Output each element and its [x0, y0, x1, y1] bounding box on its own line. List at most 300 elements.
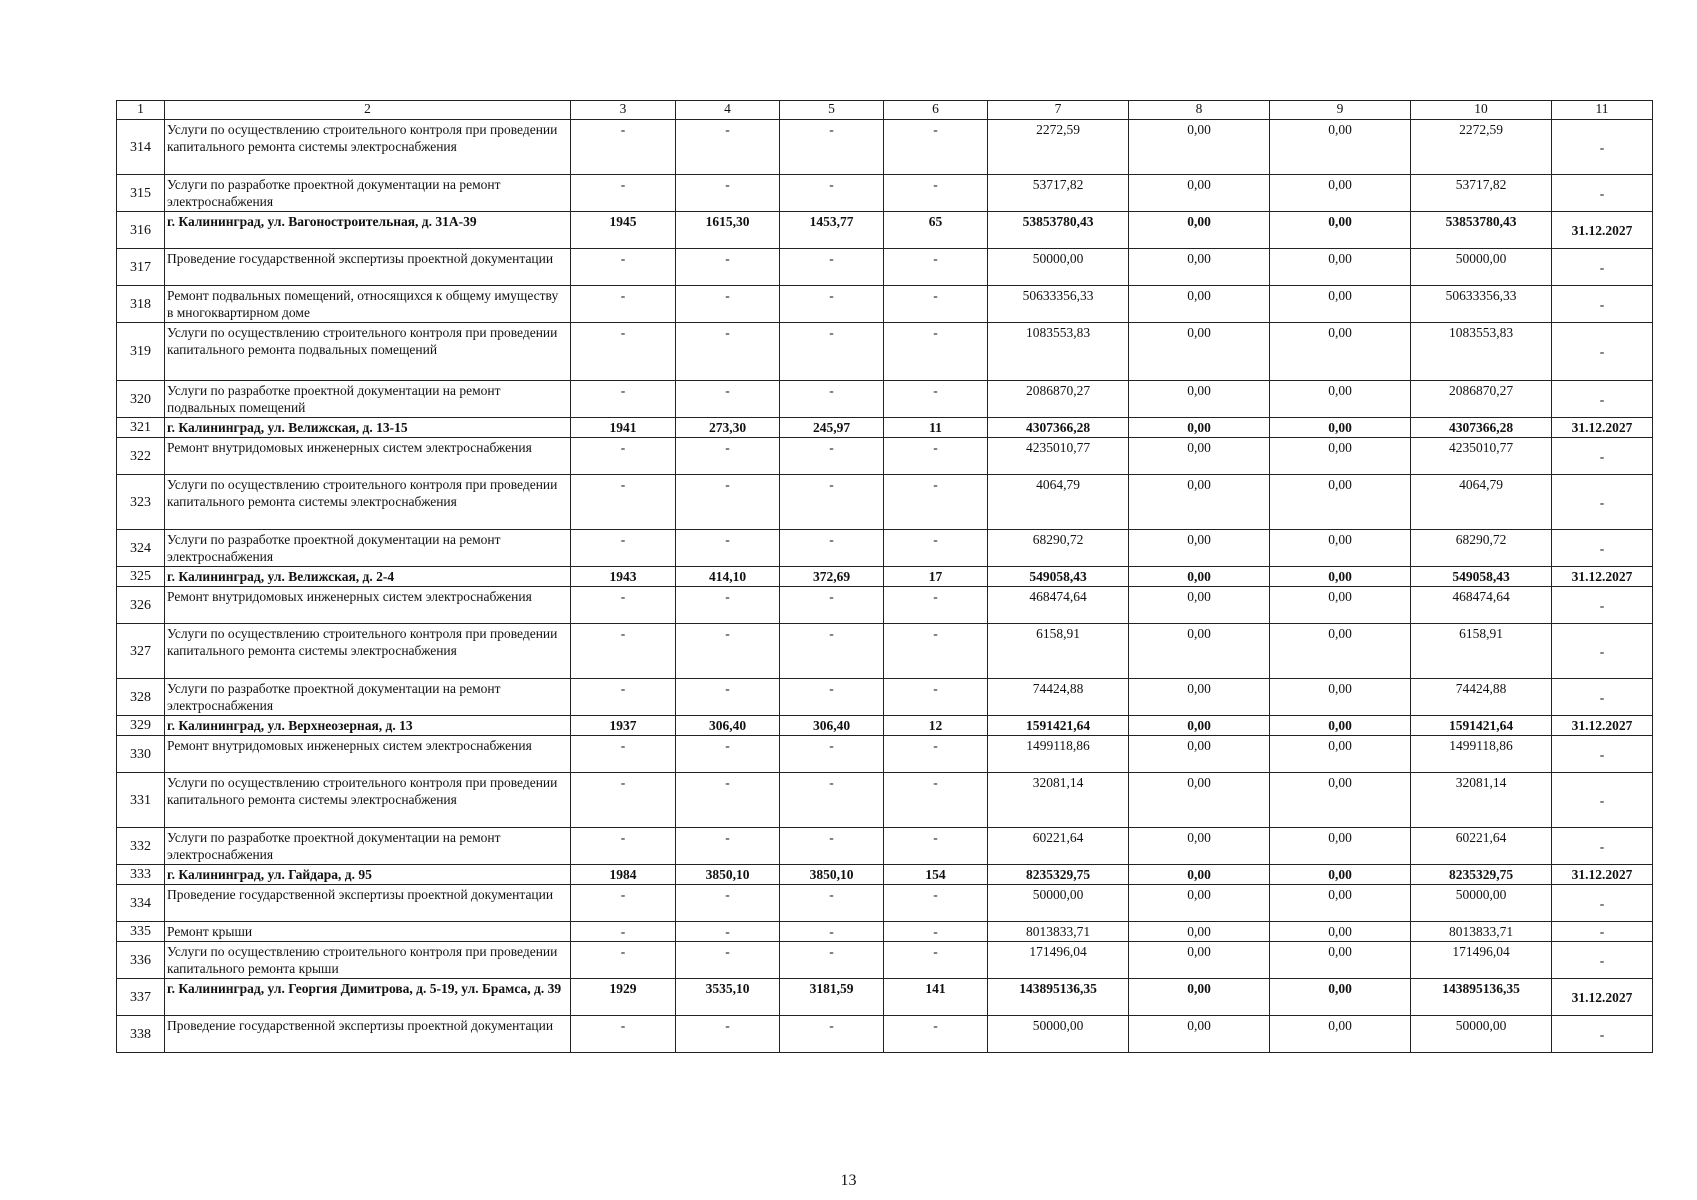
cell-c7: 1591421,64: [988, 716, 1129, 736]
cell-c9: 0,00: [1270, 212, 1411, 249]
cell-c3: 1984: [571, 865, 676, 885]
cell-c10: 4235010,77: [1411, 438, 1552, 475]
cell-c11: -: [1552, 773, 1653, 828]
cell-c10: 50633356,33: [1411, 286, 1552, 323]
row-number: 331: [117, 773, 165, 828]
cell-c4: -: [676, 736, 780, 773]
cell-c5: -: [780, 624, 884, 679]
cell-c8: 0,00: [1129, 212, 1270, 249]
row-number: 330: [117, 736, 165, 773]
cell-c8: 0,00: [1129, 567, 1270, 587]
row-number: 320: [117, 381, 165, 418]
table-row: [117, 212, 1653, 249]
cell-c3: -: [571, 828, 676, 865]
cell-c7: 468474,64: [988, 587, 1129, 624]
cell-c4: -: [676, 249, 780, 286]
row-name: Ремонт внутридомовых инженерных систем электроснабжения: [165, 587, 571, 624]
cell-c10: 53717,82: [1411, 175, 1552, 212]
cell-c3: -: [571, 249, 676, 286]
cell-c9: 0,00: [1270, 736, 1411, 773]
row-name: Услуги по осуществлению строительного контроля при проведении капитального ремонта системы электроснабжения: [165, 624, 571, 679]
cell-c11: -: [1552, 381, 1653, 418]
row-number: 333: [117, 865, 165, 885]
row-name: г. Калининград, ул. Вагоностроительная, д. 31А-39: [165, 212, 571, 249]
row-number: 328: [117, 679, 165, 716]
cell-c3: -: [571, 438, 676, 475]
row-number: 319: [117, 323, 165, 381]
row-name: Услуги по разработке проектной документации на ремонт электроснабжения: [165, 530, 571, 567]
row-name: Ремонт внутридомовых инженерных систем электроснабжения: [165, 736, 571, 773]
cell-c11: -: [1552, 438, 1653, 475]
header-cell: 6: [884, 101, 988, 120]
cell-c11: -: [1552, 323, 1653, 381]
cell-c11: 31.12.2027: [1552, 716, 1653, 736]
cell-c5: -: [780, 885, 884, 922]
cell-c5: -: [780, 120, 884, 175]
cell-c7: 50633356,33: [988, 286, 1129, 323]
cell-c9: 0,00: [1270, 418, 1411, 438]
cell-c7: 4307366,28: [988, 418, 1129, 438]
cell-c11: -: [1552, 530, 1653, 567]
cell-c8: 0,00: [1129, 922, 1270, 942]
cell-c11: -: [1552, 679, 1653, 716]
cell-c9: 0,00: [1270, 865, 1411, 885]
cell-c11: -: [1552, 120, 1653, 175]
cell-c6: -: [884, 922, 988, 942]
table-row: [117, 828, 1653, 865]
header-cell: 2: [165, 101, 571, 120]
cell-c7: 6158,91: [988, 624, 1129, 679]
cell-c10: 4064,79: [1411, 475, 1552, 530]
cell-c3: -: [571, 1016, 676, 1053]
cell-c9: 0,00: [1270, 773, 1411, 828]
row-name: Ремонт подвальных помещений, относящихся к общему имуществу в многоквартирном доме: [165, 286, 571, 323]
cell-c5: 372,69: [780, 567, 884, 587]
cell-c9: 0,00: [1270, 922, 1411, 942]
cell-c7: 143895136,35: [988, 979, 1129, 1016]
row-name: Услуги по разработке проектной документации на ремонт подвальных помещений: [165, 381, 571, 418]
table-row: [117, 865, 1653, 885]
header-cell: 5: [780, 101, 884, 120]
cell-c9: 0,00: [1270, 624, 1411, 679]
cell-c5: -: [780, 679, 884, 716]
cell-c6: -: [884, 120, 988, 175]
cell-c10: 468474,64: [1411, 587, 1552, 624]
page-number: 13: [840, 1172, 857, 1189]
cell-c7: 50000,00: [988, 1016, 1129, 1053]
cell-c6: -: [884, 1016, 988, 1053]
table-row: [117, 773, 1653, 828]
table-row: [117, 736, 1653, 773]
cell-c6: 17: [884, 567, 988, 587]
cell-c3: -: [571, 175, 676, 212]
header-cell: 1: [117, 101, 165, 120]
cell-c8: 0,00: [1129, 475, 1270, 530]
row-number: 317: [117, 249, 165, 286]
cell-c3: -: [571, 773, 676, 828]
cell-c11: 31.12.2027: [1552, 418, 1653, 438]
cell-c9: 0,00: [1270, 828, 1411, 865]
cell-c6: -: [884, 624, 988, 679]
cell-c3: 1929: [571, 979, 676, 1016]
cell-c8: 0,00: [1129, 587, 1270, 624]
table-row: [117, 381, 1653, 418]
cell-c6: 12: [884, 716, 988, 736]
cell-c9: 0,00: [1270, 438, 1411, 475]
cell-c9: 0,00: [1270, 979, 1411, 1016]
cell-c5: -: [780, 438, 884, 475]
cell-c5: -: [780, 475, 884, 530]
cell-c8: 0,00: [1129, 679, 1270, 716]
cell-c3: -: [571, 679, 676, 716]
cell-c6: -: [884, 942, 988, 979]
row-name: Услуги по разработке проектной документации на ремонт электроснабжения: [165, 679, 571, 716]
cell-c7: 50000,00: [988, 249, 1129, 286]
cell-c9: 0,00: [1270, 120, 1411, 175]
cell-c3: -: [571, 530, 676, 567]
row-name: Проведение государственной экспертизы проектной документации: [165, 1016, 571, 1053]
row-number: 329: [117, 716, 165, 736]
cell-c9: 0,00: [1270, 175, 1411, 212]
cell-c9: 0,00: [1270, 530, 1411, 567]
row-name: Услуги по осуществлению строительного контроля при проведении капитального ремонта крыши: [165, 942, 571, 979]
cell-c6: -: [884, 885, 988, 922]
cell-c8: 0,00: [1129, 865, 1270, 885]
cell-c9: 0,00: [1270, 381, 1411, 418]
header-cell: 11: [1552, 101, 1653, 120]
cell-c4: -: [676, 175, 780, 212]
cell-c4: 1615,30: [676, 212, 780, 249]
table-row: [117, 530, 1653, 567]
cell-c8: 0,00: [1129, 530, 1270, 567]
header-cell: 3: [571, 101, 676, 120]
cell-c7: 32081,14: [988, 773, 1129, 828]
cell-c5: 306,40: [780, 716, 884, 736]
cell-c10: 50000,00: [1411, 249, 1552, 286]
cell-c10: 4307366,28: [1411, 418, 1552, 438]
table-row: [117, 418, 1653, 438]
cell-c4: -: [676, 828, 780, 865]
cell-c3: 1941: [571, 418, 676, 438]
row-name: Услуги по осуществлению строительного контроля при проведении капитального ремонта системы электроснабжения: [165, 773, 571, 828]
cell-c7: 549058,43: [988, 567, 1129, 587]
cell-c8: 0,00: [1129, 323, 1270, 381]
row-number: 335: [117, 922, 165, 942]
row-number: 322: [117, 438, 165, 475]
cell-c4: 273,30: [676, 418, 780, 438]
cell-c4: -: [676, 679, 780, 716]
cell-c4: -: [676, 120, 780, 175]
row-name: г. Калининград, ул. Велижская, д. 2-4: [165, 567, 571, 587]
row-name: г. Калининград, ул. Георгия Димитрова, д. 5-19, ул. Брамса, д. 39: [165, 979, 571, 1016]
cell-c11: -: [1552, 587, 1653, 624]
cell-c11: -: [1552, 286, 1653, 323]
cell-c8: 0,00: [1129, 120, 1270, 175]
row-name: Услуги по осуществлению строительного контроля при проведении капитального ремонта системы электроснабжения: [165, 475, 571, 530]
row-name: Услуги по осуществлению строительного контроля при проведении капитального ремонта системы электроснабжения: [165, 120, 571, 175]
cell-c10: 2086870,27: [1411, 381, 1552, 418]
row-name: Проведение государственной экспертизы проектной документации: [165, 249, 571, 286]
row-name: Услуги по разработке проектной документации на ремонт электроснабжения: [165, 828, 571, 865]
row-number: 318: [117, 286, 165, 323]
cell-c3: -: [571, 922, 676, 942]
cell-c11: 31.12.2027: [1552, 865, 1653, 885]
row-name: г. Калининград, ул. Велижская, д. 13-15: [165, 418, 571, 438]
cell-c7: 8235329,75: [988, 865, 1129, 885]
cell-c9: 0,00: [1270, 1016, 1411, 1053]
table-row: [117, 942, 1653, 979]
cell-c3: -: [571, 475, 676, 530]
cell-c11: -: [1552, 736, 1653, 773]
cell-c6: -: [884, 587, 988, 624]
row-name: Ремонт крыши: [165, 922, 571, 942]
cell-c5: -: [780, 587, 884, 624]
cell-c5: -: [780, 249, 884, 286]
cell-c3: 1937: [571, 716, 676, 736]
cell-c3: -: [571, 736, 676, 773]
cell-c7: 53853780,43: [988, 212, 1129, 249]
table-body: [117, 101, 1653, 1053]
header-cell: 7: [988, 101, 1129, 120]
cell-c8: 0,00: [1129, 381, 1270, 418]
cell-c6: 154: [884, 865, 988, 885]
row-number: 321: [117, 418, 165, 438]
cell-c10: 2272,59: [1411, 120, 1552, 175]
cell-c5: -: [780, 323, 884, 381]
table-row: [117, 979, 1653, 1016]
cell-c8: 0,00: [1129, 736, 1270, 773]
table-row: [117, 922, 1653, 942]
cell-c9: 0,00: [1270, 286, 1411, 323]
cell-c11: -: [1552, 885, 1653, 922]
cell-c8: 0,00: [1129, 828, 1270, 865]
cell-c10: 1591421,64: [1411, 716, 1552, 736]
row-number: 316: [117, 212, 165, 249]
row-number: 326: [117, 587, 165, 624]
table-row: [117, 249, 1653, 286]
header-cell: 10: [1411, 101, 1552, 120]
cell-c10: 1499118,86: [1411, 736, 1552, 773]
cell-c3: -: [571, 323, 676, 381]
cell-c4: -: [676, 286, 780, 323]
row-name: Услуги по разработке проектной документации на ремонт электроснабжения: [165, 175, 571, 212]
cell-c7: 74424,88: [988, 679, 1129, 716]
cell-c5: -: [780, 381, 884, 418]
cell-c8: 0,00: [1129, 979, 1270, 1016]
cell-c10: 1083553,83: [1411, 323, 1552, 381]
row-number: 334: [117, 885, 165, 922]
cell-c3: -: [571, 942, 676, 979]
header-cell: 4: [676, 101, 780, 120]
cell-c10: 171496,04: [1411, 942, 1552, 979]
cell-c10: 50000,00: [1411, 1016, 1552, 1053]
cell-c3: 1943: [571, 567, 676, 587]
cell-c5: -: [780, 1016, 884, 1053]
cell-c4: -: [676, 1016, 780, 1053]
cell-c4: -: [676, 475, 780, 530]
cell-c11: -: [1552, 624, 1653, 679]
cell-c6: 65: [884, 212, 988, 249]
row-name: г. Калининград, ул. Гайдара, д. 95: [165, 865, 571, 885]
cell-c8: 0,00: [1129, 1016, 1270, 1053]
cell-c6: -: [884, 736, 988, 773]
row-name: г. Калининград, ул. Верхнеозерная, д. 13: [165, 716, 571, 736]
cell-c11: -: [1552, 1016, 1653, 1053]
cell-c3: -: [571, 587, 676, 624]
cell-c5: -: [780, 286, 884, 323]
cell-c4: -: [676, 323, 780, 381]
cell-c11: -: [1552, 475, 1653, 530]
cell-c11: -: [1552, 249, 1653, 286]
table-row: [117, 624, 1653, 679]
cell-c3: -: [571, 624, 676, 679]
cell-c4: -: [676, 885, 780, 922]
cell-c6: 141: [884, 979, 988, 1016]
header-cell: 8: [1129, 101, 1270, 120]
cell-c5: 245,97: [780, 418, 884, 438]
cell-c7: 4235010,77: [988, 438, 1129, 475]
cell-c6: -: [884, 828, 988, 865]
table-row: [117, 567, 1653, 587]
row-number: 338: [117, 1016, 165, 1053]
cell-c8: 0,00: [1129, 249, 1270, 286]
cell-c10: 8013833,71: [1411, 922, 1552, 942]
cell-c7: 8013833,71: [988, 922, 1129, 942]
cell-c4: -: [676, 530, 780, 567]
cell-c11: -: [1552, 942, 1653, 979]
cell-c8: 0,00: [1129, 716, 1270, 736]
row-number: 314: [117, 120, 165, 175]
cell-c6: -: [884, 438, 988, 475]
cell-c9: 0,00: [1270, 249, 1411, 286]
cell-c3: 1945: [571, 212, 676, 249]
header-row: [117, 101, 1653, 120]
row-number: 325: [117, 567, 165, 587]
cell-c7: 60221,64: [988, 828, 1129, 865]
table-row: [117, 175, 1653, 212]
row-name: Проведение государственной экспертизы проектной документации: [165, 885, 571, 922]
cell-c4: -: [676, 624, 780, 679]
cell-c9: 0,00: [1270, 567, 1411, 587]
cell-c8: 0,00: [1129, 885, 1270, 922]
table-row: [117, 885, 1653, 922]
row-number: 336: [117, 942, 165, 979]
cell-c11: 31.12.2027: [1552, 212, 1653, 249]
cell-c9: 0,00: [1270, 323, 1411, 381]
cell-c4: 306,40: [676, 716, 780, 736]
cell-c9: 0,00: [1270, 716, 1411, 736]
cell-c11: -: [1552, 175, 1653, 212]
table-row: [117, 475, 1653, 530]
cell-c4: -: [676, 587, 780, 624]
cell-c7: 1499118,86: [988, 736, 1129, 773]
cell-c11: -: [1552, 828, 1653, 865]
cell-c9: 0,00: [1270, 942, 1411, 979]
cell-c5: -: [780, 736, 884, 773]
cell-c10: 32081,14: [1411, 773, 1552, 828]
cell-c5: -: [780, 942, 884, 979]
cell-c10: 549058,43: [1411, 567, 1552, 587]
cell-c5: 3181,59: [780, 979, 884, 1016]
cell-c10: 8235329,75: [1411, 865, 1552, 885]
cell-c7: 50000,00: [988, 885, 1129, 922]
cell-c7: 68290,72: [988, 530, 1129, 567]
table-row: [117, 120, 1653, 175]
cell-c5: 1453,77: [780, 212, 884, 249]
header-cell: 9: [1270, 101, 1411, 120]
cell-c8: 0,00: [1129, 175, 1270, 212]
cell-c3: -: [571, 381, 676, 418]
cell-c4: -: [676, 438, 780, 475]
work-schedule-table: [116, 100, 1653, 1053]
table-row: [117, 587, 1653, 624]
cell-c5: -: [780, 922, 884, 942]
cell-c10: 143895136,35: [1411, 979, 1552, 1016]
cell-c5: -: [780, 773, 884, 828]
table-row: [117, 679, 1653, 716]
cell-c6: -: [884, 249, 988, 286]
row-name: Услуги по осуществлению строительного контроля при проведении капитального ремонта подвальных помещений: [165, 323, 571, 381]
cell-c8: 0,00: [1129, 773, 1270, 828]
row-number: 332: [117, 828, 165, 865]
cell-c4: -: [676, 773, 780, 828]
cell-c3: -: [571, 885, 676, 922]
row-number: 323: [117, 475, 165, 530]
cell-c11: 31.12.2027: [1552, 979, 1653, 1016]
cell-c11: 31.12.2027: [1552, 567, 1653, 587]
cell-c3: -: [571, 120, 676, 175]
row-number: 337: [117, 979, 165, 1016]
cell-c8: 0,00: [1129, 286, 1270, 323]
cell-c8: 0,00: [1129, 942, 1270, 979]
cell-c8: 0,00: [1129, 624, 1270, 679]
cell-c6: -: [884, 286, 988, 323]
cell-c7: 171496,04: [988, 942, 1129, 979]
cell-c9: 0,00: [1270, 587, 1411, 624]
cell-c6: 11: [884, 418, 988, 438]
cell-c5: 3850,10: [780, 865, 884, 885]
cell-c5: -: [780, 175, 884, 212]
cell-c10: 60221,64: [1411, 828, 1552, 865]
cell-c4: -: [676, 381, 780, 418]
cell-c4: 414,10: [676, 567, 780, 587]
row-number: 324: [117, 530, 165, 567]
cell-c6: -: [884, 475, 988, 530]
row-name: Ремонт внутридомовых инженерных систем электроснабжения: [165, 438, 571, 475]
cell-c8: 0,00: [1129, 438, 1270, 475]
cell-c6: -: [884, 530, 988, 567]
cell-c7: 53717,82: [988, 175, 1129, 212]
cell-c6: -: [884, 773, 988, 828]
cell-c4: 3850,10: [676, 865, 780, 885]
cell-c6: -: [884, 323, 988, 381]
cell-c4: -: [676, 942, 780, 979]
cell-c7: 2272,59: [988, 120, 1129, 175]
table-row: [117, 438, 1653, 475]
cell-c11: -: [1552, 922, 1653, 942]
cell-c10: 50000,00: [1411, 885, 1552, 922]
row-number: 327: [117, 624, 165, 679]
cell-c6: -: [884, 175, 988, 212]
table-row: [117, 1016, 1653, 1053]
cell-c10: 53853780,43: [1411, 212, 1552, 249]
cell-c7: 4064,79: [988, 475, 1129, 530]
cell-c8: 0,00: [1129, 418, 1270, 438]
table-row: [117, 286, 1653, 323]
cell-c9: 0,00: [1270, 475, 1411, 530]
cell-c5: -: [780, 828, 884, 865]
cell-c6: -: [884, 679, 988, 716]
